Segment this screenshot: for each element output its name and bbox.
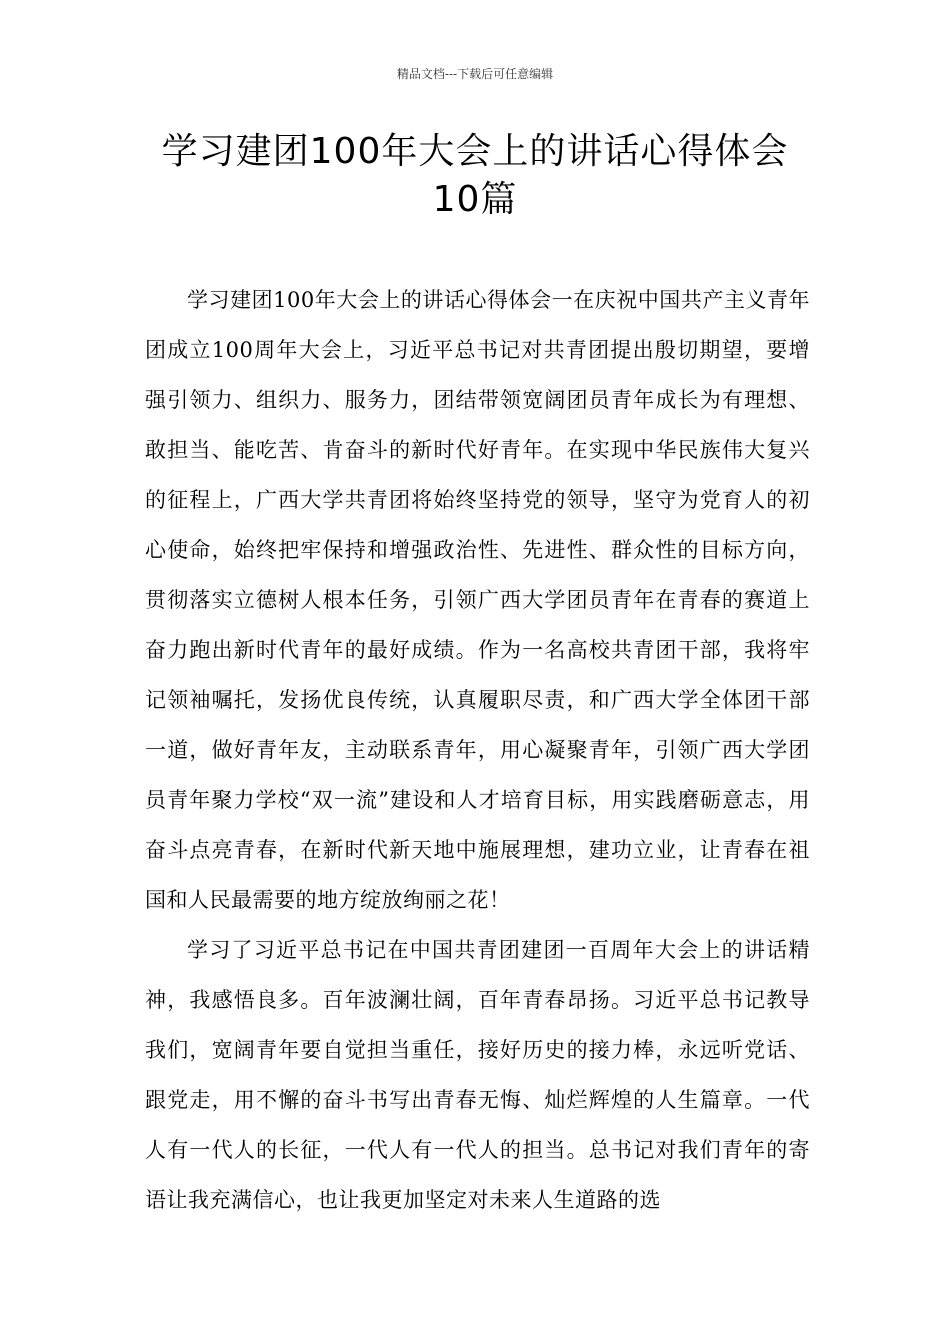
document-title xyxy=(110,128,840,224)
title-line-1: 学习建团100年大会上的讲话心得体会 xyxy=(161,131,789,172)
document-body xyxy=(145,275,810,1225)
paragraph-1: 学习建团100年大会上的讲话心得体会一在庆祝中国共产主义青年团成立100周年大会上，习近平总书记对共青团提出殷切期望，要增强引领力、组织力、服务力，团结带领宽阔团员青年成长为有理想、敢担当、能吃苦、肯奋斗的新时代好青年。在实现中华民族伟大复兴的征程上，广西大学共青团将始终坚持党的领导，坚守为党育人的初心使命，始终把牢保持和增强政治性、先进性、群众性的目标方向，贯彻落实立德树人根本任务，引领广西大学团员青年在青春的赛道上奋力跑出新时代青年的最好成绩。作为一名高校共青团干部，我将牢记领袖嘱托，发扬优良传统，认真履职尽责，和广西大学全体团干部一道，做好青年友，主动联系青年，用心凝聚青年，引领广西大学团员青年聚力学校“双一流”建设和人才培育目标，用实践磨砺意志，用奋斗点亮青春，在新时代新天地中施展理想，建功立业，让青春在祖国和人民最需要的地方绽放绚丽之花！ xyxy=(145,288,810,912)
page-header: 精品文档---下载后可任意编辑 xyxy=(396,67,554,81)
paragraph-2: 学习了习近平总书记在中国共青团建团一百周年大会上的讲话精神，我感悟良多。百年波澜壮阔，百年青春昂扬。习近平总书记教导我们，宽阔青年要自觉担当重任，接好历史的接力棒，永远听党话、跟党走，用不懈的奋斗书写出青春无悔、灿烂辉煌的人生篇章。一代人有一代人的长征，一代人有一代人的担当。总书记对我们青年的寄语让我充满信心，也让我更加坚定对未来人生道路的选 xyxy=(145,938,810,1212)
title-line-2: 10篇 xyxy=(432,179,518,220)
